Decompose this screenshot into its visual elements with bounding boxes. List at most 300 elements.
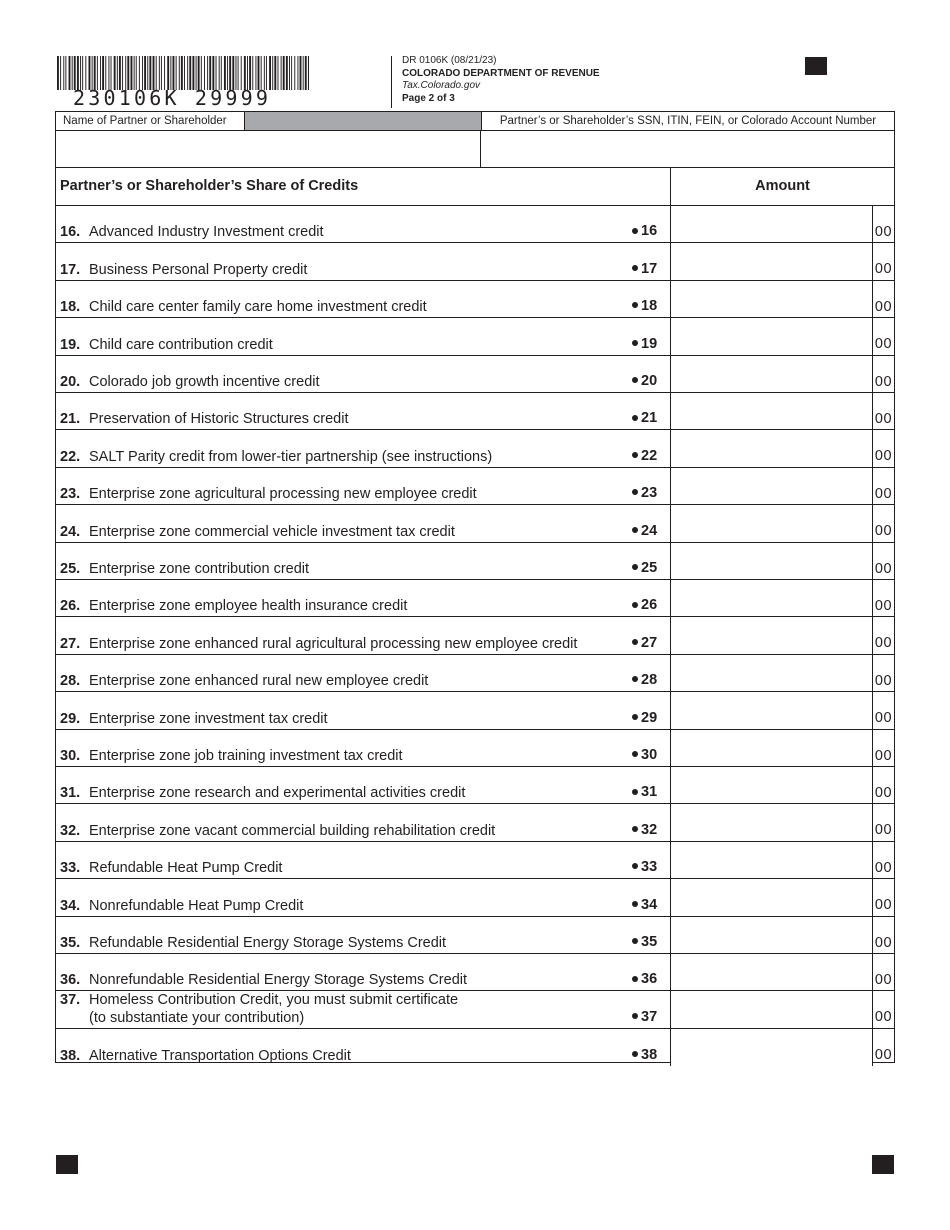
barcode-bar — [289, 56, 290, 90]
amount-input[interactable] — [670, 730, 873, 766]
line-reference — [632, 447, 657, 465]
section-title: Partner’s or Shareholder’s Share of Credits — [60, 178, 359, 194]
line-reference-number: 19 — [641, 335, 658, 352]
barcode-bar — [255, 56, 256, 90]
bullet-icon — [632, 901, 638, 907]
barcode-bar — [269, 56, 271, 90]
line-description: SALT Parity credit from lower-tier partnership (see instructions) — [89, 448, 493, 465]
line-reference-number: 27 — [641, 634, 658, 651]
credit-line-row — [56, 804, 894, 841]
line-reference-number: 17 — [641, 260, 658, 277]
barcode-bar — [60, 56, 61, 90]
barcode-bar — [134, 56, 135, 90]
credit-line-row — [56, 505, 894, 542]
credit-line-label — [60, 336, 273, 354]
cents-value: 00 — [874, 336, 893, 353]
amount-input[interactable] — [670, 430, 873, 466]
credit-line-label — [60, 298, 427, 316]
bullet-icon — [632, 340, 638, 346]
amount-input[interactable] — [670, 543, 873, 579]
barcode-bar — [181, 56, 183, 90]
line-number: 23. — [60, 486, 81, 503]
barcode-bar — [164, 56, 165, 90]
line-reference — [632, 372, 657, 390]
line-number: 17. — [60, 261, 81, 278]
credit-line-row — [56, 917, 894, 954]
ssn-label: Partner’s or Shareholder’s SSN, ITIN, FEIN, or Colorado Account Number — [481, 112, 894, 131]
credit-line-label — [60, 523, 455, 541]
barcode-bar — [305, 56, 307, 90]
bullet-icon — [632, 302, 638, 308]
bullet-icon — [632, 1013, 638, 1019]
line-number: 33. — [60, 860, 81, 877]
bullet-icon — [632, 639, 638, 645]
credit-line-row — [56, 243, 894, 280]
barcode-bar — [125, 56, 126, 90]
barcode-bar — [286, 56, 288, 90]
line-reference-number: 29 — [641, 709, 658, 726]
line-reference — [632, 1046, 657, 1064]
name-label: Name of Partner or Shareholder — [56, 112, 245, 131]
line-reference-number: 22 — [641, 447, 658, 464]
line-description: Enterprise zone enhanced rural agricultural processing new employee credit — [89, 635, 578, 652]
credit-line-label — [60, 710, 328, 728]
bullet-icon — [632, 714, 638, 720]
cents-value: 00 — [874, 560, 893, 577]
barcode-bar — [192, 56, 194, 90]
cents-value: 00 — [874, 523, 893, 540]
barcode-bar — [131, 56, 133, 90]
amount-input[interactable] — [670, 318, 873, 354]
barcode-bar — [159, 56, 160, 90]
barcode-bar — [189, 56, 191, 90]
credit-line-row — [56, 617, 894, 654]
barcode-bar — [156, 56, 157, 90]
cents-value: 00 — [874, 635, 893, 652]
credit-line-label — [60, 635, 577, 653]
barcode-bar — [161, 56, 162, 90]
credit-line-row — [56, 543, 894, 580]
amount-input[interactable] — [670, 617, 873, 653]
amount-input[interactable] — [670, 1029, 873, 1066]
amount-input[interactable] — [670, 580, 873, 616]
cents-value: 00 — [874, 897, 893, 914]
line-reference — [632, 409, 657, 427]
barcode-bar — [89, 56, 91, 90]
barcode-bar — [264, 56, 265, 90]
barcode-bar — [303, 56, 304, 90]
amount-input[interactable] — [670, 243, 873, 279]
line-reference-number: 34 — [641, 896, 658, 913]
barcode-bar — [69, 56, 71, 90]
barcode-bar — [266, 56, 267, 90]
barcode-bar — [229, 56, 231, 90]
barcode-bar — [212, 56, 214, 90]
line-reference-number: 23 — [641, 485, 658, 502]
ssn-field[interactable] — [481, 131, 894, 167]
line-description: Homeless Contribution Credit, you must submit certificate — [89, 991, 459, 1008]
line-number: 26. — [60, 598, 81, 615]
credit-line-label — [60, 485, 477, 503]
barcode-bar — [204, 56, 205, 90]
credit-line-row — [56, 206, 894, 243]
credit-line-label — [60, 859, 282, 877]
barcode-bar — [227, 56, 228, 90]
credit-line-label — [60, 373, 320, 391]
barcode-bar — [94, 56, 96, 90]
cents-value: 00 — [874, 298, 893, 315]
credit-line-row — [56, 468, 894, 505]
line-reference — [632, 933, 657, 951]
cents-value: 00 — [874, 972, 893, 988]
form-number: DR 0106K (08/21/23) — [402, 55, 497, 66]
line-description: Enterprise zone enhanced rural new employee credit — [89, 673, 429, 690]
bullet-icon — [632, 489, 638, 495]
credit-line-label — [60, 448, 492, 466]
line-description: Business Personal Property credit — [89, 261, 308, 278]
barcode-bar — [187, 56, 188, 90]
credit-line-row — [56, 730, 894, 767]
line-number: 24. — [60, 523, 81, 540]
barcode-bar — [261, 56, 262, 90]
barcode-bar — [236, 56, 237, 90]
barcode-number: 230106K 29999 — [73, 86, 272, 110]
line-description: Enterprise zone research and experimental activities credit — [89, 785, 466, 802]
credit-line-row — [56, 991, 894, 1028]
barcode-bar — [142, 56, 143, 90]
barcode-bar — [144, 56, 146, 90]
line-reference — [632, 260, 657, 278]
barcode-bar — [97, 56, 98, 90]
line-reference — [632, 821, 657, 839]
line-description: Colorado job growth incentive credit — [89, 373, 320, 390]
barcode-bar — [57, 56, 59, 90]
barcode-bar — [224, 56, 226, 90]
amount-input[interactable] — [670, 954, 873, 990]
bullet-icon — [632, 564, 638, 570]
line-description: Refundable Heat Pump Credit — [89, 860, 283, 877]
barcode-bar — [105, 56, 106, 90]
line-reference — [632, 297, 657, 315]
barcode-bar — [170, 56, 171, 90]
line-description: Preservation of Historic Structures credit — [89, 411, 349, 428]
line-number: 30. — [60, 747, 81, 764]
barcode-bar — [122, 56, 123, 90]
barcode-bar — [139, 56, 140, 90]
barcode-bar — [201, 56, 202, 90]
line-reference-number: 31 — [641, 784, 658, 801]
barcode-bar — [127, 56, 129, 90]
barcode-bar — [196, 56, 197, 90]
cents-value: 00 — [874, 224, 893, 240]
barcode-bar — [149, 56, 151, 90]
cents-value: 00 — [874, 672, 893, 689]
amount-input[interactable] — [670, 879, 873, 915]
cents-value: 00 — [874, 448, 893, 465]
barcode-bar — [281, 56, 282, 90]
credit-line-label — [60, 261, 307, 279]
line-number: 38. — [60, 1048, 81, 1065]
bullet-icon — [632, 452, 638, 458]
line-reference-number: 36 — [641, 971, 658, 988]
line-number: 36. — [60, 972, 81, 989]
line-reference — [632, 484, 657, 502]
line-reference-number: 18 — [641, 298, 658, 315]
credit-line-label — [60, 991, 458, 1027]
line-number: 28. — [60, 673, 81, 690]
amount-input[interactable] — [670, 206, 873, 242]
bullet-icon — [632, 228, 638, 234]
bullet-icon — [632, 265, 638, 271]
barcode-image — [57, 56, 309, 90]
cents-value: 00 — [874, 598, 893, 614]
line-reference — [632, 896, 657, 914]
barcode-bar — [294, 56, 295, 90]
barcode-bar — [173, 56, 175, 90]
credit-line-label — [60, 822, 495, 840]
line-description: Enterprise zone agricultural processing new employee credit — [89, 486, 477, 503]
barcode-bar — [278, 56, 279, 90]
amount-input[interactable] — [670, 692, 873, 728]
line-reference — [632, 522, 657, 540]
amount-input[interactable] — [670, 655, 873, 691]
credit-line-row — [56, 430, 894, 467]
line-description: Nonrefundable Heat Pump Credit — [89, 897, 304, 914]
line-reference — [632, 634, 657, 652]
credit-line-row — [56, 842, 894, 879]
credit-line-row — [56, 1029, 894, 1066]
line-reference-number: 35 — [641, 933, 658, 950]
barcode-bar — [232, 56, 234, 90]
identification-box — [55, 111, 895, 168]
amount-input[interactable] — [670, 804, 873, 840]
line-description: Child care contribution credit — [89, 336, 273, 353]
bullet-icon — [632, 527, 638, 533]
amount-input[interactable] — [670, 356, 873, 392]
credit-line-label — [60, 784, 465, 802]
barcode-bar — [291, 56, 292, 90]
line-description: Refundable Residential Energy Storage Systems Credit — [89, 934, 447, 951]
credit-line-row — [56, 393, 894, 430]
barcode-bar — [80, 56, 81, 90]
line-description: Enterprise zone commercial vehicle investment tax credit — [89, 523, 455, 540]
barcode-bar — [147, 56, 148, 90]
amount-input[interactable] — [670, 505, 873, 541]
line-reference-number: 32 — [641, 821, 658, 838]
bullet-icon — [632, 377, 638, 383]
line-description: Enterprise zone contribution credit — [89, 560, 310, 577]
barcode-bar — [100, 56, 101, 90]
barcode-bar — [167, 56, 169, 90]
bullet-icon — [632, 676, 638, 682]
bullet-icon — [632, 789, 638, 795]
line-reference — [632, 970, 657, 988]
cents-value: 00 — [874, 859, 893, 876]
barcode-bar — [221, 56, 222, 90]
barcode-bar — [247, 56, 248, 90]
barcode-bar — [136, 56, 137, 90]
line-number: 37. — [60, 991, 81, 1008]
credit-line-label — [60, 747, 403, 765]
barcode-bar — [179, 56, 180, 90]
barcode-bar — [209, 56, 211, 90]
line-description: Enterprise zone employee health insurance credit — [89, 598, 408, 615]
cents-value: 00 — [874, 747, 893, 764]
cents-value: 00 — [874, 1009, 893, 1026]
amount-input[interactable] — [670, 991, 873, 1027]
barcode-bar — [308, 56, 309, 90]
barcode-bar — [111, 56, 112, 90]
credit-line-row — [56, 580, 894, 617]
barcode-bar — [117, 56, 118, 90]
barcode-bar — [219, 56, 220, 90]
amount-input[interactable] — [670, 393, 873, 429]
line-number: 29. — [60, 710, 81, 727]
credits-table — [55, 168, 895, 1063]
cents-value: 00 — [874, 785, 893, 801]
barcode-bar — [244, 56, 246, 90]
line-description: Enterprise zone vacant commercial building rehabilitation credit — [89, 822, 496, 839]
barcode-bar — [238, 56, 239, 90]
credit-line-label — [60, 560, 309, 578]
line-reference-number: 20 — [641, 372, 658, 389]
line-reference — [632, 222, 657, 240]
bullet-icon — [632, 826, 638, 832]
credit-line-label — [60, 971, 467, 989]
barcode-bar — [207, 56, 208, 90]
credit-line-row — [56, 318, 894, 355]
line-reference — [632, 559, 657, 577]
line-number: 27. — [60, 635, 81, 652]
line-reference — [632, 746, 657, 764]
barcode-bar — [74, 56, 76, 90]
credit-line-label — [60, 897, 303, 915]
line-reference — [632, 709, 657, 727]
bullet-icon — [632, 602, 638, 608]
cents-value: 00 — [874, 1046, 893, 1063]
line-number: 22. — [60, 448, 81, 465]
line-reference — [632, 596, 657, 614]
credit-line-row — [56, 879, 894, 916]
line-reference-number: 38 — [641, 1047, 658, 1064]
barcode-bar — [72, 56, 73, 90]
line-description: Enterprise zone job training investment tax credit — [89, 747, 403, 764]
cents-value: 00 — [874, 485, 893, 502]
bullet-icon — [632, 938, 638, 944]
line-reference — [632, 671, 657, 689]
line-number: 32. — [60, 822, 81, 839]
line-number: 21. — [60, 411, 81, 428]
barcode-bar — [102, 56, 104, 90]
credits-table-header — [56, 168, 894, 206]
credit-line-label — [60, 410, 348, 428]
name-field[interactable] — [56, 131, 481, 167]
line-reference-number: 16 — [641, 223, 658, 240]
cents-value: 00 — [874, 934, 893, 951]
barcode-bar — [153, 56, 155, 90]
credit-line-row — [56, 281, 894, 318]
amount-input[interactable] — [670, 281, 873, 317]
barcode-bar — [283, 56, 285, 90]
line-number: 16. — [60, 224, 81, 241]
line-number: 25. — [60, 560, 81, 577]
line-number: 35. — [60, 934, 81, 951]
website: Tax.Colorado.gov — [402, 80, 481, 91]
barcode-bar — [77, 56, 79, 90]
barcode-bar — [198, 56, 200, 90]
barcode-bar — [272, 56, 273, 90]
barcode-bar — [119, 56, 121, 90]
cents-value: 00 — [874, 261, 893, 278]
barcode-bar — [85, 56, 86, 90]
line-description: Enterprise zone investment tax credit — [89, 710, 328, 727]
bullet-icon — [632, 1051, 638, 1057]
name-label-shading — [245, 112, 481, 131]
bullet-icon — [632, 863, 638, 869]
line-reference-number: 21 — [641, 410, 658, 427]
barcode-bar — [274, 56, 276, 90]
bullet-icon — [632, 751, 638, 757]
department-name: COLORADO DEPARTMENT OF REVENUE — [402, 68, 600, 79]
barcode-bar — [108, 56, 109, 90]
line-reference-number: 24 — [641, 522, 658, 539]
barcode-bar — [176, 56, 177, 90]
line-reference — [632, 858, 657, 876]
line-number: 19. — [60, 336, 81, 353]
line-description-continued: (to substantiate your contribution) — [89, 1009, 305, 1026]
credit-line-row — [56, 356, 894, 393]
registration-mark-bottom-right — [872, 1155, 894, 1174]
barcode-bar — [297, 56, 298, 90]
barcode-bar — [82, 56, 83, 90]
line-description: Alternative Transportation Options Credit — [89, 1048, 351, 1065]
amount-input[interactable] — [670, 468, 873, 504]
barcode-bar — [300, 56, 302, 90]
barcode-bar — [63, 56, 64, 90]
line-reference-number: 26 — [641, 597, 658, 614]
line-number: 20. — [60, 373, 81, 390]
credit-line-row — [56, 655, 894, 692]
amount-input[interactable] — [670, 767, 873, 803]
line-description: Child care center family care home investment credit — [89, 299, 427, 316]
line-reference-number: 25 — [641, 559, 658, 576]
barcode-bar — [184, 56, 185, 90]
barcode-bar — [252, 56, 253, 90]
cents-value: 00 — [874, 710, 893, 727]
cents-value: 00 — [874, 822, 893, 839]
amount-input[interactable] — [670, 917, 873, 953]
header-divider — [391, 56, 392, 108]
barcode-bar — [258, 56, 260, 90]
amount-input[interactable] — [670, 842, 873, 878]
registration-mark-bottom-left — [56, 1155, 78, 1174]
credit-line-row — [56, 767, 894, 804]
cents-value: 00 — [874, 373, 893, 390]
credit-line-label — [60, 1047, 351, 1065]
line-description: Nonrefundable Residential Energy Storage Systems Credit — [89, 972, 468, 989]
line-number: 18. — [60, 299, 81, 316]
barcode-bar — [92, 56, 93, 90]
amount-column-header: Amount — [670, 168, 894, 205]
credit-line-row — [56, 954, 894, 991]
bullet-icon — [632, 415, 638, 421]
cents-value: 00 — [874, 411, 893, 427]
barcode-bar — [114, 56, 116, 90]
line-description: Advanced Industry Investment credit — [89, 224, 324, 241]
barcode-bar — [216, 56, 217, 90]
line-reference-number: 30 — [641, 746, 658, 763]
barcode-bar — [65, 56, 66, 90]
